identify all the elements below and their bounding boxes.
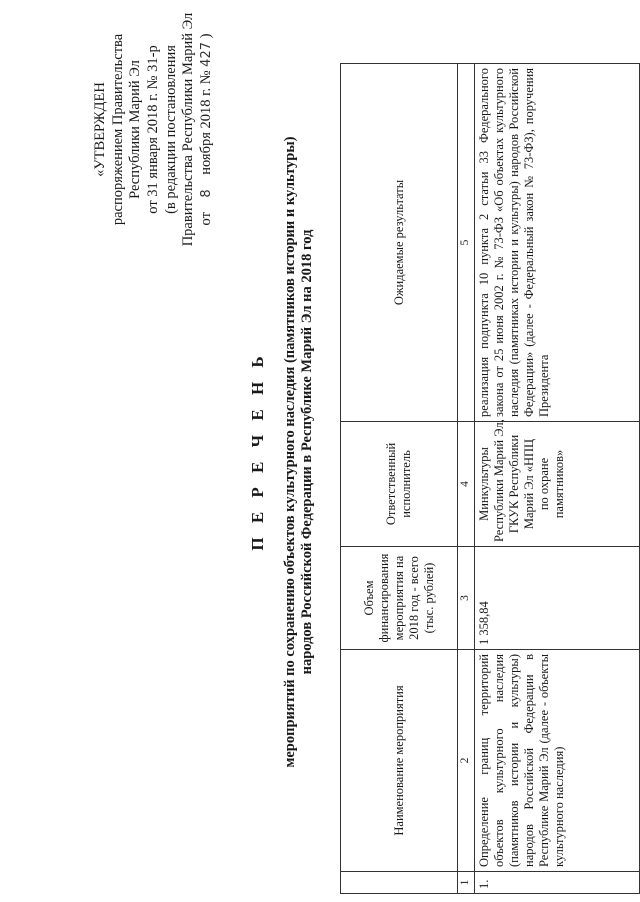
header-cell-name: Наименование мероприятия	[341, 650, 458, 872]
approval-date-rest: ноября 2018 г. №	[198, 70, 215, 175]
column-number: 2	[458, 650, 475, 872]
row-number: 1.	[475, 872, 640, 894]
approval-line: «УТВЕРЖДЕН	[92, 82, 108, 177]
document-subtitle	[282, 92, 316, 812]
header-cell-executor: Ответственный исполнитель	[341, 422, 458, 547]
row-measure-name: Определение границ территорий объектов культурного наследия (памятников истории и культуры) народов Российской Федерации в Республике Марий Эл (далее - объекты культурного наследия)	[475, 650, 640, 872]
approval-line: Правительства Республики Марий Эл	[180, 12, 197, 247]
approval-line: от 31 января 2018 г. № 31-р	[145, 45, 162, 214]
table-row	[475, 64, 640, 894]
column-number: 5	[458, 64, 475, 422]
executor-line: ГКУК Республики	[507, 434, 521, 534]
approval-date-day: 8	[199, 189, 215, 198]
approval-date-number: 427	[199, 41, 215, 67]
executor-line: Марий Эл «НПЦ	[522, 438, 536, 530]
approval-line: Республики Марий Эл	[127, 60, 144, 199]
approval-stamp	[92, 12, 216, 247]
table-header-row	[341, 64, 458, 894]
column-number: 1	[458, 872, 475, 894]
header-cell-amount: Объем финансирования мероприятия на 2018 год - всего (тыс. рублей)	[341, 547, 458, 650]
executor-line: Минкультуры	[477, 447, 491, 521]
subtitle-line: мероприятий по сохранению объектов культурного наследия (памятников истории и культуры)	[282, 136, 298, 768]
document-title: П Е Р Е Ч Е Н Ь	[248, 351, 267, 551]
executor-line: Республики Марий Эл,	[492, 419, 506, 542]
executor-line: по охране	[537, 457, 551, 511]
subtitle-line: народов Российской Федерации в Республике Марий Эл на 2018 год	[299, 229, 316, 675]
approval-date-close: )	[198, 33, 215, 39]
approval-line: распоряжением Правительства	[109, 33, 126, 226]
executor-line: памятников»	[552, 449, 566, 519]
header-cell-number	[341, 872, 458, 894]
measures-table	[340, 63, 640, 894]
row-amount: 1 358,84	[475, 547, 640, 650]
approval-line: (в редакции постановления	[162, 45, 179, 214]
row-executor	[475, 419, 640, 547]
column-number: 4	[458, 422, 475, 547]
column-number: 3	[458, 547, 475, 650]
row-expected-results: реализация подпункта 10 пункта 2 статьи 33 Федерального закона от 25 июня 2002 г. № 73-ФЗ «Об объектах культурного наследия (памятниках истории и культуры) народов Российской Федерации» (далее - Федеральный закон № 73-ФЗ), поручения Президента	[475, 64, 640, 422]
column-number-row	[458, 64, 475, 894]
approval-date-line	[198, 12, 216, 247]
header-cell-results: Ожидаемые результаты	[341, 64, 458, 422]
approval-date-prefix: от	[198, 212, 215, 226]
